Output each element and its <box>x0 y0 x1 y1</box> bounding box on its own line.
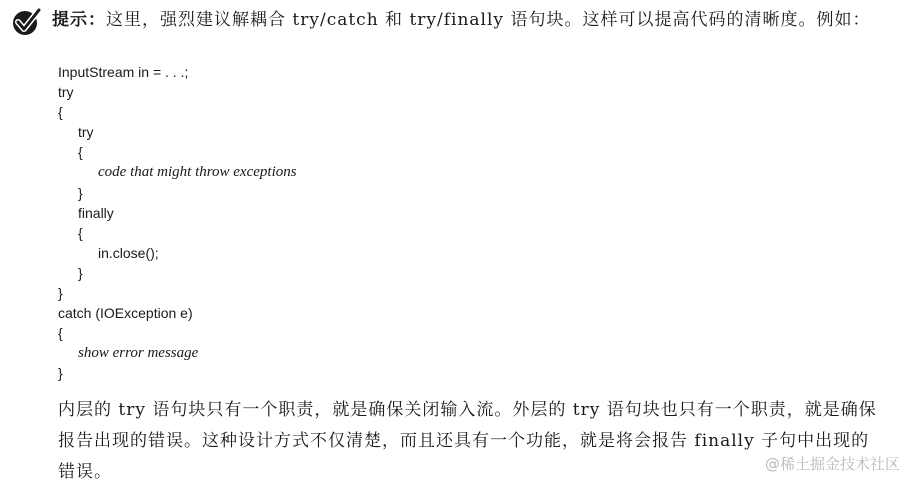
code-line: code that might throw exceptions <box>98 164 297 181</box>
code-line: { <box>78 224 83 241</box>
code-line: } <box>78 264 83 281</box>
code-block <box>58 62 297 384</box>
tip-paragraph <box>52 4 882 36</box>
code-line: finally <box>78 204 114 221</box>
code-line: try <box>58 84 74 101</box>
code-line: { <box>58 104 63 121</box>
code-line: catch (IOException e) <box>58 305 193 322</box>
tip-label: 提示： <box>52 10 106 30</box>
code-line: { <box>78 144 83 161</box>
code-line: } <box>58 285 63 302</box>
code-line: InputStream in = . . .; <box>58 64 189 80</box>
code-line: { <box>58 325 63 342</box>
code-line: show error message <box>78 345 199 362</box>
explanation-paragraph: 内层的 try 语句块只有一个职责，就是确保关闭输入流。外层的 try 语句块也只有一个职责，就是确保报告出现的错误。这种设计方式不仅清楚，而且还具有一个功能，就是将会报告 finally 子句中出现的错误。 <box>58 400 877 482</box>
code-line: } <box>58 365 63 382</box>
code-line: } <box>78 184 83 201</box>
tip-text: 这里，强烈建议解耦合 try/catch 和 try/finally 语句块。这样可以提高代码的清晰度。例如： <box>106 10 871 30</box>
checkmark-icon <box>10 6 42 38</box>
watermark: @稀土掘金技术社区 <box>764 455 900 473</box>
code-line: try <box>78 124 94 141</box>
code-line: in.close(); <box>98 244 159 261</box>
